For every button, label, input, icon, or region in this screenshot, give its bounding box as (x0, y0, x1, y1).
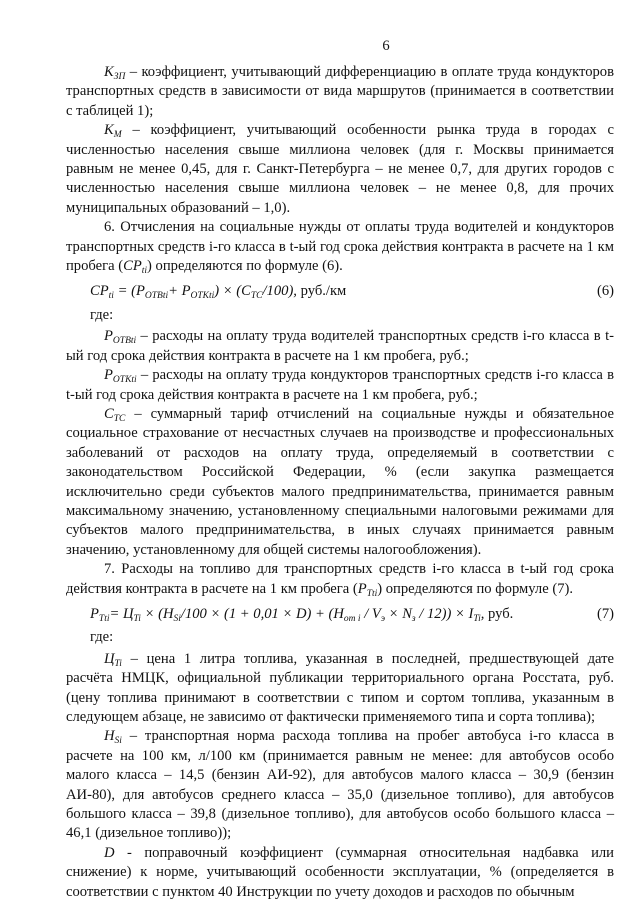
definition-k-m: $K_М$ – коэффициент, учитывающий особенности рынка труда в городах с численностью населения свыше миллиона человек (для г. Москвы принимается равным не менее 0,45, для г. Санкт-Петербурга – не менее 0,7, для других городов с численностью населения свыше миллиона человек – не менее 0,8, для прочих муниципальных образований – 1,0). (66, 122, 614, 216)
definition-p-otv: $P_{ОТВti}$ – расходы на оплату труда водителей транспортных средств i-го класса в t-ый год срока действия контракта в расчете на 1 км пробега, руб.; (66, 328, 614, 364)
symbol-p-tti: $P_{Tti}$ (357, 580, 378, 599)
page-number: 6 (382, 38, 390, 54)
formula-6: $CP_{ti} = (P_{ОТВti}+ P_{ОТКti}) \times (C_{ТС}/100)$, руб./км (6) (90, 283, 614, 302)
where-label-1: где: (90, 306, 114, 323)
symbol-k-m: $K_М$ (104, 122, 122, 141)
where-label-2: где: (90, 629, 114, 646)
symbol-d: D (104, 844, 115, 861)
definition-c-tc: $C_{ТС}$ – суммарный тариф отчислений на социальные нужды и обязательное социальное страхование от несчастных случаев на производстве и профессиональных заболеваний от расходов на оплату труда, определяемый в соответствии с законодательством Российской Федерации, % (если закупка размещается исключительно среди субъектов малого предпринимательства, принимается равным максимальному значению, установленному специальными налоговыми режимами для субъектов малого предпринимательства, в иных случаях принимается равным значению, установленному для общей системы налогообложения). (66, 405, 614, 558)
symbol-p-otv: $P_{ОТВti}$ (104, 328, 137, 347)
definition-h-si: $H_{Si}$ – транспортная норма расхода топлива на пробег автобуса i-го класса в расчете на 100 км, л/100 км (принимается равным не менее: для автобусов особо малого класса – 14,5 (бензин АИ-92), для автобусов малого класса – 30,9 (бензин АИ-80), для автобусов среднего класса – 35,0 (дизельное топливо), для автобусов большого класса – 39,8 (дизельное топливо), для автобусов особо большого класса – 46,1 (дизельное топливо)); (66, 728, 614, 842)
definition-p-otk: $P_{ОТКti}$ – расходы на оплату труда кондукторов транспортных средств i-го класса в t-ый год срока действия контракта в расчете на 1 км пробега, руб.; (66, 367, 614, 403)
symbol-h-si: $H_{Si}$ (104, 728, 122, 747)
symbol-c-tc: $C_{ТС}$ (104, 405, 126, 424)
formula-7: $P_{Tti}= Ц_{Ti} \times (H_{Si}/100 \times (1 + 0,01 \times D) + (H_{от i} / V_э \times N_з / 12)) \times I_{Ti}$, руб. (7) (90, 605, 614, 624)
symbol-p-otk: $P_{ОТКti}$ (104, 367, 137, 386)
symbol-cp-ti: $CP_{ti}$ (123, 258, 148, 277)
definition-d: D - поправочный коэффициент (суммарная относительная надбавка или снижение) к норме, учитывающий особенности эксплуатации, % (определяется в соответствии с пунктом 40 Инструкции по учету доходов и расходов по обычным (66, 844, 614, 900)
definition-k-zp: $K_{ЗП}$ – коэффициент, учитывающий дифференциацию в оплате труда кондукторов транспортных средств в зависимости от вида маршрутов (принимается в соответствии с таблицей 1); (66, 64, 614, 119)
equation-number-6: (6) (596, 283, 614, 300)
symbol-k-zp: $K_{ЗП}$ (104, 64, 126, 82)
symbol-c-ti: $Ц_{Ti}$ (104, 650, 122, 669)
document-body (66, 63, 614, 902)
equation-number-7: (7) (596, 605, 614, 622)
section-7-paragraph: 7. Расходы на топливо для транспортных средств i-го класса в t-ый год срока действия контракта в расчете на 1 км пробега $(P_{Tti})$ определяются по формуле (7). (66, 561, 614, 599)
definition-c-ti: $Ц_{Ti}$ – цена 1 литра топлива, указанная в последней, предшествующей дате расчёта НМЦК, официальной публикации территориального органа Росстата, руб. (цену топлива принимают в соответствии с типом и сортом топлива, указанным в следующем абзаце, не зависимо от фактически применяемого типа и сорта топлива); (66, 650, 614, 725)
section-6-paragraph: 6. Отчисления на социальные нужды от оплаты труда водителей и кондукторов транспортных средств i-го класса в t-ый год срока действия контракта в расчете на 1 км пробега $(CP_{ti})$ определяются по формуле (6). (66, 219, 614, 277)
